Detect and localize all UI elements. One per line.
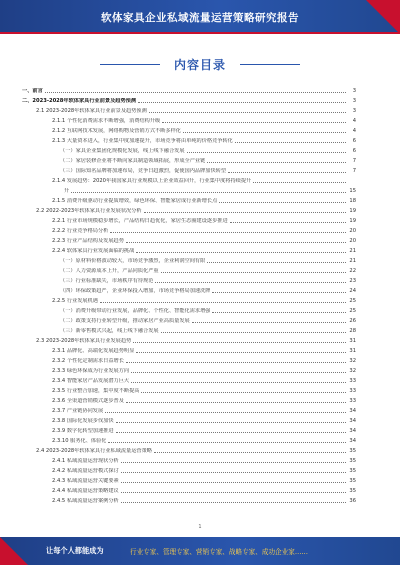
footer-banner	[0, 537, 400, 565]
toc-entry[interactable]	[22, 436, 356, 444]
toc-entry-text: 2.3.5 行业整合加速，集中度不断提高	[52, 388, 140, 394]
toc-entry-text: 2.4.1 私域流量运营现状分析	[52, 458, 119, 464]
toc-entry[interactable]	[22, 236, 356, 244]
toc-entry-text: 2.1.3 大量资本进入，行业集中度加速提升，市场竞争将由单纯的价格竞争转化	[52, 138, 233, 144]
toc-leader-dots	[192, 322, 346, 323]
toc-entry[interactable]	[22, 276, 356, 284]
toc-entry[interactable]	[22, 126, 356, 134]
table-of-contents	[22, 86, 356, 518]
toc-leader-dots	[154, 452, 346, 453]
toc-entry-text: 二、2023-2028年软体家具行业前景及趋势预测	[22, 98, 137, 104]
toc-entry[interactable]	[22, 346, 356, 354]
toc-page-number: 20	[349, 238, 356, 244]
toc-page-number: 4	[352, 128, 356, 134]
report-title: 软体家具企业私域流量运营策略研究报告	[101, 12, 299, 24]
toc-leader-dots	[108, 442, 346, 443]
title-rule-right	[240, 64, 300, 65]
toc-entry[interactable]	[22, 296, 356, 304]
toc-leader-dots	[161, 272, 346, 273]
toc-entry[interactable]	[22, 256, 356, 264]
toc-leader-dots	[116, 422, 346, 423]
toc-page-number: 6	[352, 148, 356, 154]
toc-entry-text: 2.3.6 全渠道营销模式逐步普及	[52, 398, 124, 404]
header-banner	[0, 0, 400, 34]
toc-entry-text: 2.3.4 智能家居产品发展潜力巨大	[52, 378, 130, 384]
footer-tagline: 行业专家、管理专家、营销专家、战略专家、成功企业家……	[130, 548, 309, 556]
toc-entry[interactable]	[22, 96, 356, 104]
toc-leader-dots	[133, 342, 346, 343]
toc-entry-text: 2.4.5 私域流量运营案例分析	[52, 498, 119, 504]
toc-entry[interactable]	[22, 106, 356, 114]
toc-entry-text: 2.4.3 私域流量运营关键要素	[52, 478, 119, 484]
toc-leader-dots	[110, 232, 346, 233]
toc-entry-text: 2.3.3 绿色环保成为行业发展方向	[52, 368, 130, 374]
toc-page-number: 6	[352, 138, 356, 144]
toc-entry-text: 一、前言	[22, 88, 43, 94]
toc-leader-dots	[121, 462, 346, 463]
toc-entry-text: 2.2.5 行业发展机遇	[52, 298, 98, 304]
toc-page-number: 34	[349, 428, 356, 434]
toc-entry[interactable]	[22, 316, 356, 324]
toc-leader-dots	[144, 212, 346, 213]
toc-leader-dots	[121, 492, 346, 493]
toc-leader-dots	[212, 292, 346, 293]
footer-brand: 让每个人都能成为	[46, 546, 104, 555]
toc-page-number: 28	[349, 328, 356, 334]
toc-entry[interactable]	[22, 266, 356, 274]
toc-entry-text: 2.2 2022-2023年软体家具行业发展状况分析	[36, 208, 142, 214]
toc-page-number: 3	[352, 108, 356, 114]
toc-leader-dots	[183, 132, 346, 133]
toc-leader-dots	[126, 402, 346, 403]
toc-page-number: 33	[349, 388, 356, 394]
toc-page-number: 34	[349, 408, 356, 414]
toc-page-number: 35	[349, 448, 356, 454]
toc-leader-dots	[149, 112, 346, 113]
toc-leader-dots	[162, 122, 346, 123]
toc-entry-text: 2.3 2023-2028年软体家具行业发展趋势	[36, 338, 132, 344]
toc-page-number: 3	[352, 88, 356, 94]
toc-entry-text: 2.2.4 软体家具行业发展面临的挑战	[52, 248, 135, 254]
toc-entry-text: 2.4 2023-2028年软体家具行业私域流量运营策略	[36, 448, 152, 454]
toc-entry[interactable]	[22, 116, 356, 124]
toc-page-number: 35	[349, 478, 356, 484]
toc-entry-text: 2.2.2 行业竞争格局分析	[52, 228, 109, 234]
toc-entry[interactable]	[22, 286, 356, 294]
toc-entry[interactable]	[22, 306, 356, 314]
header-accent	[366, 0, 400, 34]
toc-page-number: 32	[349, 358, 356, 364]
toc-entry[interactable]	[22, 456, 356, 464]
toc-entry[interactable]	[22, 196, 356, 204]
toc-page-number: 22	[349, 268, 356, 274]
toc-entry[interactable]	[22, 406, 356, 414]
toc-page-number: 33	[349, 378, 356, 384]
toc-leader-dots	[228, 172, 346, 173]
toc-page-number: 19	[349, 208, 356, 214]
toc-page-number: 35	[349, 458, 356, 464]
toc-page-number: 4	[352, 118, 356, 124]
toc-entry[interactable]	[22, 226, 356, 234]
toc-leader-dots	[155, 282, 346, 283]
toc-entry[interactable]	[22, 476, 356, 484]
toc-leader-dots	[207, 162, 346, 163]
toc-entry[interactable]	[22, 396, 356, 404]
toc-entry[interactable]	[22, 86, 356, 94]
toc-entry[interactable]	[22, 146, 356, 154]
toc-leader-dots	[235, 142, 346, 143]
toc-entry[interactable]	[22, 216, 356, 224]
toc-entry[interactable]	[22, 176, 356, 184]
toc-entry-text: （一）家具企业集团化规模化发展，线上线下融合发展	[60, 148, 185, 154]
toc-page-number: 35	[349, 488, 356, 494]
toc-leader-dots	[141, 392, 346, 393]
toc-page-number: 24	[349, 288, 356, 294]
toc-page-number: 20	[349, 228, 356, 234]
toc-page-number: 18	[349, 198, 356, 204]
toc-entry-text: （二）家居装修企业将不断向家具制造领域拓展，形成全产业链	[60, 158, 206, 164]
toc-entry[interactable]	[22, 246, 356, 254]
toc-entry-text: 2.3.2 个性化定制需求日益增长	[52, 358, 124, 364]
toc-page-number: 19	[349, 218, 356, 224]
toc-entry-text: （三）行业标准缺失，市场秩序有待规范	[60, 278, 154, 284]
toc-entry-text: 2.3.1 品牌化、高端化发展趋势明显	[52, 348, 135, 354]
toc-page-number: 21	[349, 248, 356, 254]
toc-entry-text: 2.1.2 互联网技术发展，网络购物及营销方式不断多样化	[52, 128, 181, 134]
footer-accent	[0, 537, 28, 565]
toc-entry-text: 2.3.7 产业链协同发展	[52, 408, 104, 414]
toc-page-number: 31	[349, 348, 356, 354]
toc-page-number: 7	[352, 168, 356, 174]
toc-entry-text: （一）消费升级带动行业发展，品牌化、个性化、智能化需求增强	[60, 308, 211, 314]
toc-entry-text: （一）原材料价格波动较大，市场竞争激烈，企业利润空间有限	[60, 258, 206, 264]
toc-leader-dots	[136, 252, 346, 253]
toc-entry-text: 升	[64, 188, 70, 194]
toc-page-number: 36	[349, 498, 356, 504]
toc-entry[interactable]	[22, 326, 356, 334]
toc-leader-dots	[116, 432, 346, 433]
toc-leader-dots	[121, 502, 346, 503]
toc-entry[interactable]	[22, 156, 356, 164]
toc-leader-dots	[230, 222, 346, 223]
toc-page-number: 32	[349, 368, 356, 374]
toc-entry-text: 2.1.5 消费升级驱动行业提质增效，绿色环保、智能家居成行业新增长点	[52, 198, 218, 204]
toc-leader-dots	[71, 192, 346, 193]
toc-entry-text: 2.4.2 私域流量运营模式探讨	[52, 468, 119, 474]
toc-leader-dots	[187, 152, 346, 153]
toc-page-number: 15	[349, 188, 356, 194]
toc-entry[interactable]	[22, 206, 356, 214]
toc-entry-text: 2.3.9 数字化转型加速推进	[52, 428, 114, 434]
toc-leader-dots	[121, 472, 346, 473]
toc-entry[interactable]	[22, 466, 356, 474]
toc-page-number: 7	[352, 158, 356, 164]
toc-entry[interactable]	[22, 366, 356, 374]
toc-leader-dots	[131, 382, 346, 383]
toc-entry[interactable]	[22, 416, 356, 424]
toc-entry[interactable]	[22, 166, 356, 174]
toc-page-number: 26	[349, 318, 356, 324]
toc-leader-dots	[131, 372, 346, 373]
toc-page-number: 21	[349, 258, 356, 264]
toc-page-number: 3	[352, 98, 356, 104]
toc-leader-dots	[161, 332, 346, 333]
toc-page-number: 25	[349, 308, 356, 314]
toc-entry-text: 2.1.4 发展趋势：2020年我国家具行业规模以上企业效益回升，行业集中度将持续提升	[52, 178, 252, 184]
toc-entry-text: （二）人力资源成本上升，产品同质化严重	[60, 268, 159, 274]
toc-leader-dots	[212, 312, 346, 313]
toc-entry-text: 2.2.3 行业产品结构及发展趋势	[52, 238, 124, 244]
toc-leader-dots	[105, 412, 346, 413]
toc-entry-text: （二）政策支持行业转型升级，推动家居产业高质量发展	[60, 318, 190, 324]
toc-page-number: 34	[349, 438, 356, 444]
toc-page-number: 33	[349, 398, 356, 404]
toc-entry-text: 2.1 2023-2028年软体家具行业前景及趋势预测	[36, 108, 147, 114]
toc-leader-dots	[121, 482, 346, 483]
toc-entry[interactable]	[22, 496, 356, 504]
toc-entry[interactable]	[22, 356, 356, 364]
toc-title: 内容目录	[173, 58, 226, 72]
toc-page-number: 31	[349, 338, 356, 344]
toc-entry-text: （四）环保政策趋严，企业环保投入增加，市场竞争格局加速洗牌	[60, 288, 211, 294]
toc-entry-text: （三）国际知名品牌将加速布局，竞争日趋激烈，促使国内品牌加快转型	[60, 168, 227, 174]
toc-entry[interactable]	[22, 446, 356, 454]
toc-entry-text: （三）新零售模式兴起，线上线下融合发展	[60, 328, 159, 334]
toc-leader-dots	[100, 302, 346, 303]
toc-entry-text: 2.1.1 个性化消费需求不断增强，消费结构升级	[52, 118, 161, 124]
toc-entry[interactable]	[22, 376, 356, 384]
toc-entry-text: 2.4.4 私域流量运营策略建议	[52, 488, 119, 494]
toc-page-number: 35	[349, 468, 356, 474]
toc-leader-dots	[126, 242, 346, 243]
toc-entry-text: 2.3.10 服务化、体验化	[52, 438, 107, 444]
toc-leader-dots	[219, 202, 346, 203]
toc-page-number: 25	[349, 298, 356, 304]
toc-entry[interactable]	[22, 386, 356, 394]
toc-leader-dots	[126, 362, 346, 363]
toc-entry[interactable]	[22, 186, 356, 194]
toc-entry-text: 2.3.8 国际化发展步伐加快	[52, 418, 114, 424]
toc-leader-dots	[207, 262, 346, 263]
toc-leader-dots	[138, 102, 346, 103]
toc-leader-dots	[253, 182, 346, 183]
toc-page-number: 34	[349, 418, 356, 424]
toc-entry[interactable]	[22, 426, 356, 434]
toc-entry[interactable]	[22, 336, 356, 344]
toc-entry-text: 2.2.1 行业市场规模稳步增长，产品结构日趋优化，家居生态圈建设逐步推进	[52, 218, 228, 224]
toc-entry[interactable]	[22, 486, 356, 494]
toc-leader-dots	[136, 352, 346, 353]
toc-entry[interactable]	[22, 136, 356, 144]
page-number: 1	[198, 524, 202, 530]
toc-page-number: 23	[349, 278, 356, 284]
toc-leader-dots	[45, 92, 346, 93]
